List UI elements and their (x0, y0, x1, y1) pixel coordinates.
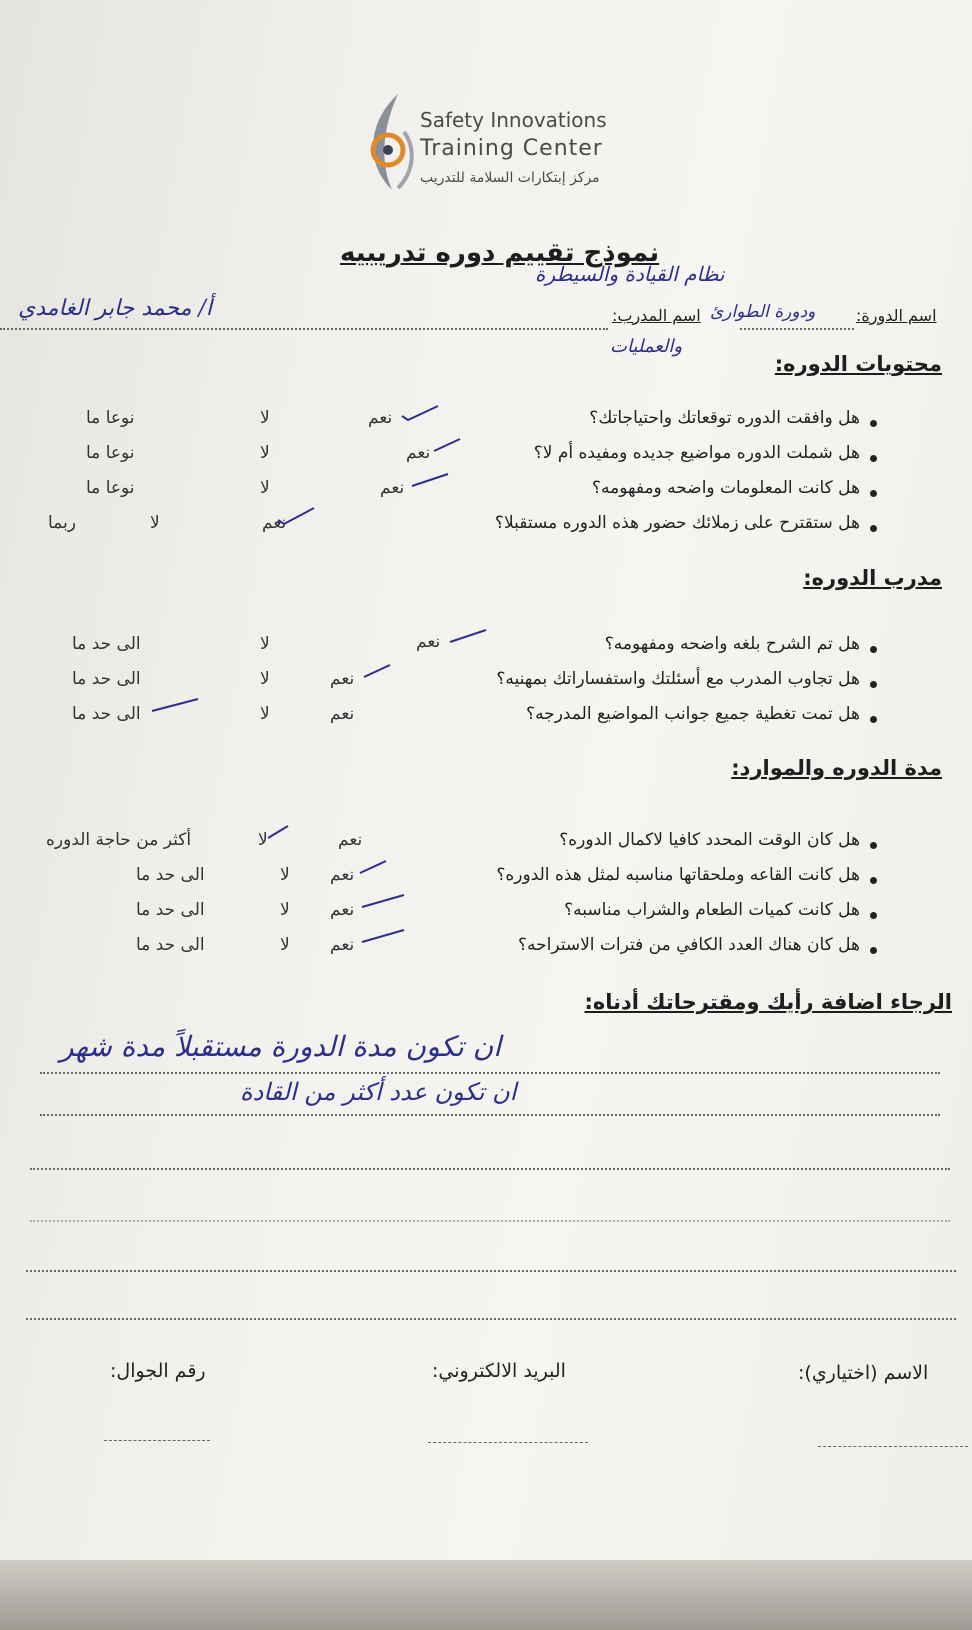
option-no[interactable]: لا (280, 865, 290, 885)
option-yes[interactable]: نعم (416, 632, 441, 652)
checkmark-icon (360, 893, 386, 907)
option-yes[interactable]: نعم (380, 478, 405, 498)
checkmark-icon (400, 404, 426, 418)
bullet (870, 420, 877, 427)
option-yes[interactable]: نعم (338, 830, 363, 850)
feedback-line[interactable] (30, 1168, 950, 1170)
option-somewhat[interactable]: الى حد ما (136, 865, 205, 885)
trainer-name-line (0, 328, 608, 330)
checkmark-icon (448, 628, 474, 642)
feedback-heading: الرجاء اضافة رأيك ومقترحاتك أدناه: (584, 990, 952, 1014)
option-somewhat[interactable]: نوعا ما (86, 408, 135, 428)
logo-mark-icon (358, 92, 418, 192)
option-no[interactable]: لا (280, 935, 290, 955)
question-text: هل كانت كميات الطعام والشراب مناسبه؟ (564, 900, 860, 920)
form-title: نموذج تقييم دوره تدريبيه (340, 238, 660, 268)
option-no[interactable]: لا (260, 704, 270, 724)
section-heading-contents: محتويات الدوره: (774, 352, 942, 376)
handwritten-feedback-line2: ان تكون عدد أكثر من القادة (240, 1078, 517, 1106)
option-yes[interactable]: نعم (368, 408, 393, 428)
option-yes[interactable]: نعم (406, 443, 431, 463)
question-text: هل ستقترح على زملائك حضور هذه الدوره مستقبلا؟ (494, 513, 860, 533)
paper-bottom-shadow (0, 1560, 972, 1630)
question-text: هل كان الوقت المحدد كافيا لاكمال الدوره؟ (559, 830, 860, 850)
bullet (870, 842, 877, 849)
checkmark-icon (358, 859, 384, 873)
handwritten-trainer-name: أ/ محمد جابر الغامدي (18, 296, 213, 321)
option-no[interactable]: لا (150, 513, 160, 533)
option-yes[interactable]: نعم (330, 900, 355, 920)
option-somewhat[interactable]: الى حد ما (72, 704, 141, 724)
option-yes[interactable]: نعم (330, 935, 355, 955)
handwritten-course-name-top: نظام القيادة والسيطرة (535, 262, 725, 286)
bullet (870, 912, 877, 919)
bullet (870, 877, 877, 884)
option-maybe[interactable]: ربما (48, 513, 76, 533)
email-input-line[interactable] (428, 1442, 588, 1443)
option-more-than-needed[interactable]: أكثر من حاجة الدوره (46, 830, 192, 850)
option-yes[interactable]: نعم (330, 865, 355, 885)
option-no[interactable]: لا (260, 634, 270, 654)
training-center-logo (358, 92, 658, 202)
logo-text-line2: Training Center (420, 136, 603, 161)
course-name-label: اسم الدورة: (856, 306, 937, 325)
logo-text-arabic: مركز إبتكارات السلامة للتدريب (420, 170, 600, 186)
phone-label: رقم الجوال: (110, 1360, 206, 1382)
handwritten-course-name-bottom: والعمليات (610, 336, 683, 357)
question-text: هل كان هناك العدد الكافي من فترات الاستراحه؟ (517, 935, 860, 955)
checkmark-icon (362, 663, 388, 677)
handwritten-course-name-main: ودورة الطوارئ (710, 302, 816, 322)
course-name-line (740, 328, 854, 330)
feedback-line[interactable] (40, 1072, 940, 1074)
trainer-name-label: اسم المدرب: (612, 306, 701, 325)
option-somewhat[interactable]: نوعا ما (86, 443, 135, 463)
option-no[interactable]: لا (280, 900, 290, 920)
bullet (870, 681, 877, 688)
checkmark-icon (150, 697, 176, 711)
bullet (870, 947, 877, 954)
email-label: البريد الالكتروني: (432, 1360, 566, 1382)
phone-input-line[interactable] (104, 1440, 210, 1441)
option-somewhat[interactable]: الى حد ما (72, 669, 141, 689)
option-yes[interactable]: نعم (262, 513, 287, 533)
question-text: هل تمت تغطية جميع جوانب المواضيع المدرجه؟ (526, 704, 860, 724)
checkmark-icon (410, 472, 436, 486)
feedback-line[interactable] (26, 1318, 956, 1320)
option-no[interactable]: لا (260, 478, 270, 498)
option-no[interactable]: لا (260, 443, 270, 463)
bullet (870, 716, 877, 723)
question-text: هل شملت الدوره مواضيع جديده ومفيده أم لا؟ (533, 443, 860, 463)
feedback-line[interactable] (40, 1114, 940, 1116)
name-input-line[interactable] (818, 1446, 968, 1447)
checkmark-icon (266, 824, 292, 838)
option-no[interactable]: لا (258, 830, 268, 850)
checkmark-icon (360, 928, 386, 942)
bullet (870, 455, 877, 462)
option-somewhat[interactable]: الى حد ما (136, 900, 205, 920)
option-yes[interactable]: نعم (330, 669, 355, 689)
bullet (870, 646, 877, 653)
option-somewhat[interactable]: الى حد ما (136, 935, 205, 955)
option-somewhat[interactable]: نوعا ما (86, 478, 135, 498)
feedback-line[interactable] (26, 1270, 956, 1272)
section-heading-trainer: مدرب الدوره: (803, 566, 942, 590)
section-heading-duration-resources: مدة الدوره والموارد: (731, 756, 942, 780)
feedback-line[interactable] (30, 1220, 950, 1222)
question-text: هل كانت القاعه وملحقاتها مناسبه لمثل هذه الدوره؟ (496, 865, 860, 885)
option-no[interactable]: لا (260, 408, 270, 428)
question-text: هل تم الشرح بلغه واضحه ومفهومه؟ (604, 634, 860, 654)
handwritten-feedback-line1: ان تكون مدة الدورة مستقبلاً مدة شهر (60, 1030, 502, 1063)
option-yes[interactable]: نعم (330, 704, 355, 724)
question-text: هل كانت المعلومات واضحه ومفهومه؟ (591, 478, 860, 498)
bullet (870, 490, 877, 497)
option-somewhat[interactable]: الى حد ما (72, 634, 141, 654)
option-no[interactable]: لا (260, 669, 270, 689)
checkmark-icon (276, 506, 302, 520)
name-label: الاسم (اختياري): (798, 1362, 929, 1384)
question-text: هل وافقت الدوره توقعاتك واحتياجاتك؟ (589, 408, 860, 428)
question-text: هل تجاوب المدرب مع أسئلتك واستفساراتك بمهنيه؟ (496, 669, 860, 689)
bullet (870, 525, 877, 532)
logo-text-line1: Safety Innovations (420, 108, 607, 132)
checkmark-icon (432, 437, 458, 451)
